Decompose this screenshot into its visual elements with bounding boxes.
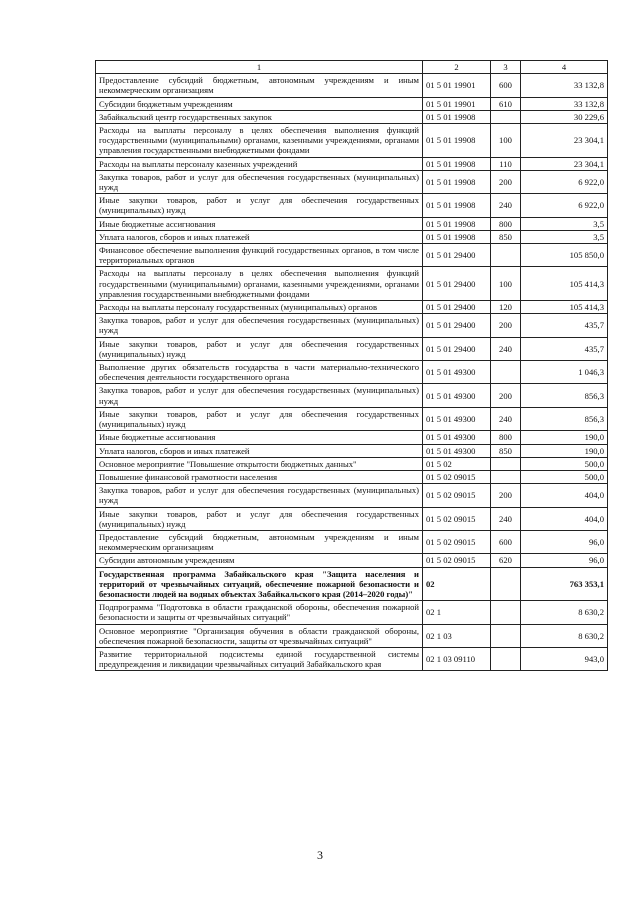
row-code-cell: 01 5 01 19908 — [423, 217, 491, 230]
row-name-cell: Уплата налогов, сборов и иных платежей — [96, 444, 423, 457]
row-name-cell: Уплата налогов, сборов и иных платежей — [96, 230, 423, 243]
table-row — [96, 267, 608, 301]
table-row — [96, 157, 608, 170]
row-code-cell: 01 5 02 09015 — [423, 470, 491, 483]
row-code-cell: 01 5 01 49300 — [423, 444, 491, 457]
table-row — [96, 444, 608, 457]
row-amount-cell: 190,0 — [521, 431, 608, 444]
row-code-cell: 01 5 01 19908 — [423, 110, 491, 123]
row-code-cell: 01 5 01 19908 — [423, 157, 491, 170]
row-name-cell: Закупка товаров, работ и услуг для обеспечения государственных (муниципальных) нужд — [96, 384, 423, 407]
column-header-1: 1 — [96, 61, 423, 74]
row-amount-cell: 6 922,0 — [521, 170, 608, 193]
table-row — [96, 601, 608, 624]
row-type-cell — [491, 601, 521, 624]
row-name-cell: Иные закупки товаров, работ и услуг для обеспечения государственных (муниципальных) нужд — [96, 407, 423, 430]
column-header-2: 2 — [423, 61, 491, 74]
row-amount-cell: 1 046,3 — [521, 361, 608, 384]
row-name-cell: Иные закупки товаров, работ и услуг для обеспечения государственных (муниципальных) нужд — [96, 507, 423, 530]
table-row — [96, 110, 608, 123]
row-code-cell: 01 5 02 09015 — [423, 530, 491, 553]
row-code-cell: 01 5 01 29400 — [423, 314, 491, 337]
budget-table — [95, 60, 608, 671]
table-row — [96, 484, 608, 507]
row-amount-cell: 105 850,0 — [521, 244, 608, 267]
table-row — [96, 507, 608, 530]
row-name-cell: Субсидии автономным учреждениям — [96, 554, 423, 567]
row-amount-cell: 404,0 — [521, 484, 608, 507]
row-name-cell: Закупка товаров, работ и услуг для обеспечения государственных (муниципальных) нужд — [96, 314, 423, 337]
row-code-cell: 01 5 01 29400 — [423, 337, 491, 360]
row-name-cell: Расходы на выплаты персоналу государственных (муниципальных) органов — [96, 301, 423, 314]
row-type-cell — [491, 244, 521, 267]
row-amount-cell: 8 630,2 — [521, 601, 608, 624]
row-code-cell: 02 1 03 — [423, 624, 491, 647]
row-type-cell — [491, 470, 521, 483]
row-code-cell: 01 5 01 49300 — [423, 407, 491, 430]
page-number: 3 — [317, 848, 323, 862]
table-header-row — [96, 61, 608, 74]
row-code-cell: 01 5 01 19908 — [423, 170, 491, 193]
row-type-cell: 240 — [491, 337, 521, 360]
row-type-cell — [491, 457, 521, 470]
row-amount-cell: 943,0 — [521, 647, 608, 670]
column-header-3: 3 — [491, 61, 521, 74]
table-row — [96, 170, 608, 193]
row-code-cell: 01 5 02 09015 — [423, 554, 491, 567]
row-type-cell: 240 — [491, 194, 521, 217]
row-type-cell: 850 — [491, 230, 521, 243]
row-type-cell — [491, 361, 521, 384]
table-row — [96, 530, 608, 553]
row-name-cell: Подпрограмма "Подготовка в области гражданской обороны, обеспечения пожарной безопасности и защиты от чрезвычайных ситуаций" — [96, 601, 423, 624]
table-row — [96, 217, 608, 230]
row-name-cell: Повышение финансовой грамотности населения — [96, 470, 423, 483]
row-type-cell — [491, 624, 521, 647]
row-type-cell: 200 — [491, 314, 521, 337]
row-type-cell: 610 — [491, 97, 521, 110]
row-name-cell: Закупка товаров, работ и услуг для обеспечения государственных (муниципальных) нужд — [96, 484, 423, 507]
table-row — [96, 97, 608, 110]
row-amount-cell: 105 414,3 — [521, 267, 608, 301]
row-code-cell: 01 5 01 29400 — [423, 301, 491, 314]
row-code-cell: 01 5 01 49300 — [423, 361, 491, 384]
row-code-cell: 01 5 01 49300 — [423, 384, 491, 407]
row-type-cell: 240 — [491, 407, 521, 430]
row-code-cell: 01 5 01 19908 — [423, 230, 491, 243]
table-row — [96, 301, 608, 314]
row-amount-cell: 6 922,0 — [521, 194, 608, 217]
row-amount-cell: 23 304,1 — [521, 157, 608, 170]
row-type-cell: 240 — [491, 507, 521, 530]
row-amount-cell: 435,7 — [521, 314, 608, 337]
row-name-cell: Предоставление субсидий бюджетным, автономным учреждениям и иным некоммерческим организациям — [96, 74, 423, 97]
row-code-cell: 01 5 02 — [423, 457, 491, 470]
row-type-cell: 110 — [491, 157, 521, 170]
row-amount-cell: 500,0 — [521, 470, 608, 483]
row-code-cell: 01 5 01 49300 — [423, 431, 491, 444]
row-type-cell: 850 — [491, 444, 521, 457]
row-code-cell: 01 5 01 29400 — [423, 267, 491, 301]
row-type-cell: 200 — [491, 484, 521, 507]
row-amount-cell: 96,0 — [521, 530, 608, 553]
row-name-cell: Государственная программа Забайкальского края "Защита населения и территорий от чрезвычайных ситуаций, обеспечение пожарной безопасности и безопасности людей на водных объектах Забайкальского края (2014–2020 годы)" — [96, 567, 423, 601]
row-name-cell: Расходы на выплаты персоналу в целях обеспечения выполнения функций государственными (муниципальными) органами, казенными учреждениями, органами управления государственными внебюджетными фондами — [96, 124, 423, 158]
row-code-cell: 02 1 — [423, 601, 491, 624]
row-code-cell: 01 5 01 19908 — [423, 124, 491, 158]
row-amount-cell: 856,3 — [521, 407, 608, 430]
row-amount-cell: 30 229,6 — [521, 110, 608, 123]
row-amount-cell: 96,0 — [521, 554, 608, 567]
row-type-cell: 200 — [491, 384, 521, 407]
row-name-cell: Основное мероприятие "Организация обучения в области гражданской обороны, обеспечения пожарной безопасности, защиты от чрезвычайных ситуаций" — [96, 624, 423, 647]
row-amount-cell: 856,3 — [521, 384, 608, 407]
row-name-cell: Расходы на выплаты персоналу в целях обеспечения выполнения функций государственными (муниципальными) органами, казенными учреждениями, органами управления государственными внебюджетными фондами — [96, 267, 423, 301]
row-amount-cell: 3,5 — [521, 217, 608, 230]
row-type-cell: 100 — [491, 267, 521, 301]
row-type-cell: 800 — [491, 217, 521, 230]
row-type-cell — [491, 110, 521, 123]
row-amount-cell: 33 132,8 — [521, 74, 608, 97]
table-row — [96, 407, 608, 430]
row-name-cell: Иные закупки товаров, работ и услуг для обеспечения государственных (муниципальных) нужд — [96, 194, 423, 217]
row-amount-cell: 190,0 — [521, 444, 608, 457]
table-row — [96, 124, 608, 158]
row-name-cell: Основное мероприятие "Повышение открытости бюджетных данных" — [96, 457, 423, 470]
row-name-cell: Субсидии бюджетным учреждениям — [96, 97, 423, 110]
row-code-cell: 01 5 01 19901 — [423, 74, 491, 97]
row-code-cell: 01 5 02 09015 — [423, 484, 491, 507]
row-type-cell: 620 — [491, 554, 521, 567]
row-name-cell: Иные бюджетные ассигнования — [96, 217, 423, 230]
row-name-cell: Иные закупки товаров, работ и услуг для обеспечения государственных (муниципальных) нужд — [96, 337, 423, 360]
row-type-cell: 600 — [491, 530, 521, 553]
row-amount-cell: 500,0 — [521, 457, 608, 470]
row-code-cell: 01 5 01 19901 — [423, 97, 491, 110]
row-code-cell: 01 5 01 19908 — [423, 194, 491, 217]
row-type-cell: 120 — [491, 301, 521, 314]
row-name-cell: Развитие территориальной подсистемы единой государственной системы предупреждения и ликвидации чрезвычайных ситуаций Забайкальского края — [96, 647, 423, 670]
row-name-cell: Закупка товаров, работ и услуг для обеспечения государственных (муниципальных) нужд — [96, 170, 423, 193]
row-code-cell: 01 5 01 29400 — [423, 244, 491, 267]
row-name-cell: Забайкальский центр государственных закупок — [96, 110, 423, 123]
table-row — [96, 337, 608, 360]
row-name-cell: Расходы на выплаты персоналу казенных учреждений — [96, 157, 423, 170]
row-type-cell: 800 — [491, 431, 521, 444]
table-row — [96, 554, 608, 567]
table-row — [96, 384, 608, 407]
table-row — [96, 457, 608, 470]
table-row — [96, 361, 608, 384]
row-amount-cell: 23 304,1 — [521, 124, 608, 158]
column-header-4: 4 — [521, 61, 608, 74]
table-row — [96, 194, 608, 217]
row-name-cell: Финансовое обеспечение выполнения функций государственных органов, в том числе территориальных органов — [96, 244, 423, 267]
row-code-cell: 02 1 03 09110 — [423, 647, 491, 670]
row-code-cell: 02 — [423, 567, 491, 601]
row-amount-cell: 763 353,1 — [521, 567, 608, 601]
table-row — [96, 470, 608, 483]
row-type-cell — [491, 647, 521, 670]
row-amount-cell: 33 132,8 — [521, 97, 608, 110]
row-type-cell — [491, 567, 521, 601]
row-type-cell: 600 — [491, 74, 521, 97]
row-amount-cell: 3,5 — [521, 230, 608, 243]
row-amount-cell: 435,7 — [521, 337, 608, 360]
table-row — [96, 431, 608, 444]
table-row — [96, 567, 608, 601]
row-name-cell: Иные бюджетные ассигнования — [96, 431, 423, 444]
row-type-cell: 200 — [491, 170, 521, 193]
table-row — [96, 244, 608, 267]
row-name-cell: Выполнение других обязательств государства в части материально-технического обеспечения деятельности государственного органа — [96, 361, 423, 384]
table-row — [96, 74, 608, 97]
row-code-cell: 01 5 02 09015 — [423, 507, 491, 530]
table-row — [96, 230, 608, 243]
row-type-cell: 100 — [491, 124, 521, 158]
row-amount-cell: 8 630,2 — [521, 624, 608, 647]
row-name-cell: Предоставление субсидий бюджетным, автономным учреждениям и иным некоммерческим организациям — [96, 530, 423, 553]
row-amount-cell: 404,0 — [521, 507, 608, 530]
row-amount-cell: 105 414,3 — [521, 301, 608, 314]
table-row — [96, 624, 608, 647]
table-row — [96, 647, 608, 670]
table-row — [96, 314, 608, 337]
